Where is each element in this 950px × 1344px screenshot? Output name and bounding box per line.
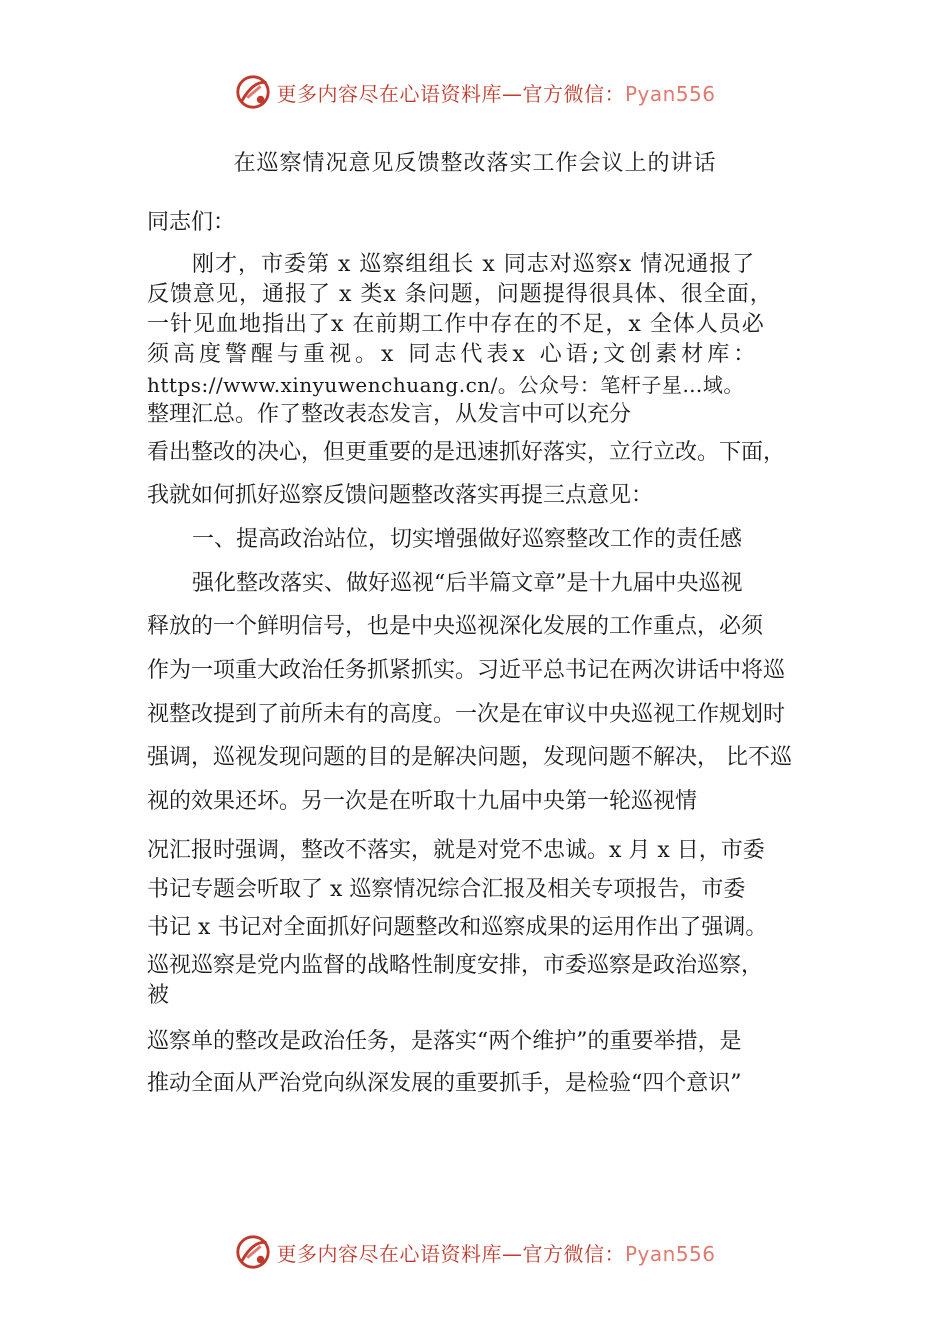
body-line: 作为一项重大政治任务抓紧抓实。习近平总书记在两次讲话中将巡 [147, 658, 786, 683]
salutation: 同志们： [147, 210, 236, 235]
body-line: 释放的一个鲜明信号，也是中央巡视深化发展的工作重点，必须 [147, 614, 764, 639]
body-line: https://www.xinyuwenchuang.cn/。公众号：笔杆子星…域。 [147, 373, 744, 397]
body-line: 我就如何抓好巡察反馈问题整改落实再提三点意见： [147, 483, 654, 508]
body-line: 视的效果还坏。另一次是在听取十九届中央第一轮巡视情 [147, 789, 698, 814]
body-line: 况汇报时强调，整改不落实，就是对党不忠诚。x 月 x 日，市委 [147, 838, 765, 863]
logo-icon [234, 1233, 272, 1271]
body-line: 视整改提到了前所未有的高度。一次是在审议中央巡视工作规划时 [147, 702, 786, 727]
body-line: 反馈意见，通报了 x 类x 条问题，问题提得很具体、很全面， [147, 282, 773, 307]
body-line: 书记 x 书记对全面抓好问题整改和巡察成果的运用作出了强调。 [147, 915, 768, 940]
body-line: 整理汇总。作了整改表态发言，从发言中可以充分 [147, 402, 632, 427]
banner-text: 更多内容尽在心语资料库—官方微信：Pyan556 [276, 1241, 716, 1266]
body-line: 巡察单的整改是政治任务，是落实“两个维护”的重要举措，是 [147, 1029, 742, 1054]
wechat-id: Pyan556 [624, 81, 716, 106]
body-line: 强调，巡视发现问题的目的是解决问题，发现问题不解决， 比不巡 [147, 745, 792, 770]
section-heading: 一、提高政治站位，切实增强做好巡察整改工作的责任感 [192, 527, 743, 552]
logo-icon [234, 73, 272, 111]
body-line: 被 [147, 983, 170, 1008]
wechat-id: Pyan556 [624, 1241, 716, 1266]
body-line: 推动全面从严治党向纵深发展的重要抓手，是检验“四个意识” [147, 1071, 742, 1096]
body-line: 看出整改的决心，但更重要的是迅速抓好落实，立行立改。下面， [147, 440, 786, 465]
body-line: 须高度警醒与重视。x 同志代表x 心语;文创素材库： [147, 342, 760, 367]
body-line: 强化整改落实、做好巡视“后半篇文章”是十九届中央巡视 [192, 571, 743, 596]
body-line: 书记专题会听取了 x 巡察情况综合汇报及相关专项报告，市委 [147, 877, 746, 902]
banner-text: 更多内容尽在心语资料库—官方微信：Pyan556 [276, 81, 716, 106]
document-title: 在巡察情况意见反馈整改落实工作会议上的讲话 [233, 151, 717, 176]
footer-banner [0, 1232, 950, 1272]
body-line: 一针见血地指出了x 在前期工作中存在的不足，x 全体人员必 [147, 312, 765, 337]
header-banner [0, 72, 950, 112]
body-line: 巡视巡察是党内监督的战略性制度安排，市委巡察是政治巡察， [147, 953, 764, 978]
body-line: 刚才，市委第 x 巡察组组长 x 同志对巡察x 情况通报了 [192, 252, 756, 277]
